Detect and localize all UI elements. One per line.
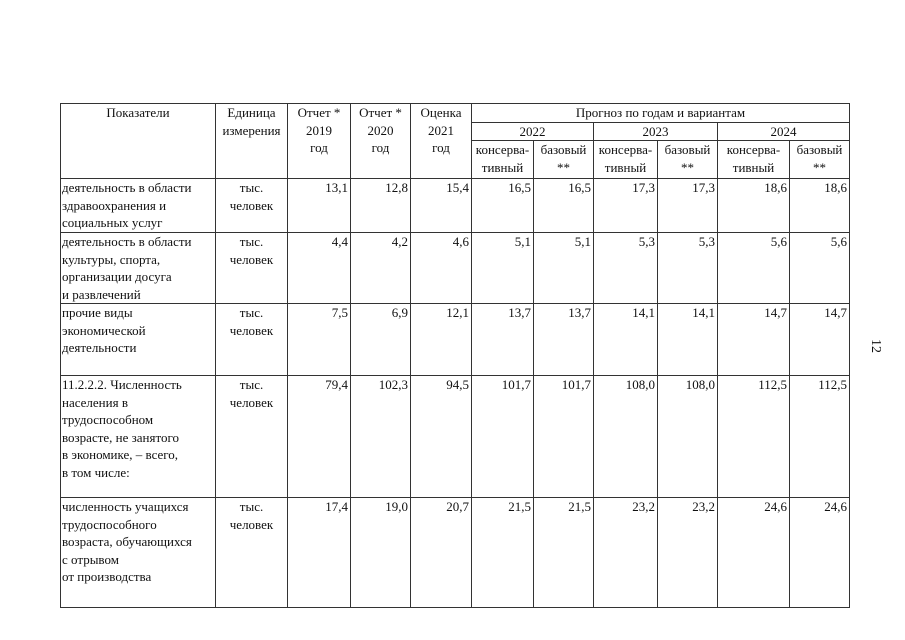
- header-unit-line1: Единица: [227, 105, 276, 120]
- header-2019-type: Отчет *: [297, 105, 341, 120]
- value-cell: 14,7: [790, 304, 850, 376]
- header-2022-base: базовый **: [534, 141, 594, 179]
- header-2020-year: 2020: [367, 122, 394, 138]
- header-unit: [216, 104, 288, 179]
- row-label: [61, 376, 216, 498]
- value-cell: 101,7: [472, 376, 534, 498]
- row-label-line: возрасте, не занятого: [62, 429, 180, 445]
- row-label-line: прочие виды: [62, 305, 133, 320]
- value-cell: 5,6: [790, 233, 850, 304]
- row-unit: [216, 233, 288, 304]
- row-label-line: с отрывом: [62, 551, 119, 567]
- value-cell: 5,1: [534, 233, 594, 304]
- table-row: [61, 304, 850, 376]
- row-label-line: и развлечений: [62, 286, 141, 302]
- value-cell: 5,3: [594, 233, 658, 304]
- value-cell: 5,3: [658, 233, 718, 304]
- row-label-line: культуры, спорта,: [62, 251, 161, 267]
- row-label-line: деятельность в области: [62, 234, 192, 249]
- value-cell: 108,0: [658, 376, 718, 498]
- value-cell: 94,5: [411, 376, 472, 498]
- value-cell: 13,7: [472, 304, 534, 376]
- header-year-2023: 2023: [594, 122, 718, 141]
- value-cell: 4,2: [351, 233, 411, 304]
- header-2022-conservative: консерва- тивный: [472, 141, 534, 179]
- value-cell: 4,4: [288, 233, 351, 304]
- row-label-line: деятельности: [62, 340, 137, 355]
- header-2021-god: год: [432, 140, 450, 155]
- header-2023-base: базовый **: [658, 141, 718, 179]
- row-unit: [216, 304, 288, 376]
- row-unit-line: тыс.: [239, 234, 264, 249]
- value-cell: 102,3: [351, 376, 411, 498]
- header-2020: [351, 104, 411, 179]
- value-cell: 21,5: [534, 498, 594, 608]
- row-unit: [216, 376, 288, 498]
- row-unit-line: человек: [229, 516, 274, 532]
- table-row: [61, 233, 850, 304]
- header-2023-conservative: консерва- тивный: [594, 141, 658, 179]
- value-cell: 15,4: [411, 179, 472, 233]
- value-cell: 17,3: [594, 179, 658, 233]
- row-unit-line: тыс.: [239, 305, 264, 320]
- row-unit-line: человек: [229, 394, 274, 410]
- row-label: [61, 179, 216, 233]
- value-cell: 18,6: [790, 179, 850, 233]
- header-2020-type: Отчет *: [359, 105, 402, 120]
- value-cell: 24,6: [790, 498, 850, 608]
- row-label-line: экономической: [62, 322, 146, 338]
- header-2019: [288, 104, 351, 179]
- value-cell: 21,5: [472, 498, 534, 608]
- row-label-line: здравоохранения и: [62, 197, 167, 213]
- value-cell: 112,5: [718, 376, 790, 498]
- value-cell: 13,7: [534, 304, 594, 376]
- row-unit: [216, 179, 288, 233]
- row-label-line: трудоспособного: [62, 516, 157, 532]
- row-unit: [216, 498, 288, 608]
- row-label-line: в экономике, – всего,: [62, 447, 179, 462]
- value-cell: 13,1: [288, 179, 351, 233]
- header-2024-conservative: консерва- тивный: [718, 141, 790, 179]
- row-unit-line: тыс.: [239, 377, 264, 392]
- value-cell: 14,1: [594, 304, 658, 376]
- value-cell: 16,5: [472, 179, 534, 233]
- row-unit-line: человек: [229, 322, 274, 338]
- table-row: [61, 179, 850, 233]
- data-table: [60, 103, 850, 608]
- table-row: [61, 498, 850, 608]
- header-forecast: Прогноз по годам и вариантам: [472, 104, 850, 123]
- value-cell: 79,4: [288, 376, 351, 498]
- value-cell: 23,2: [594, 498, 658, 608]
- header-2020-god: год: [371, 140, 390, 155]
- value-cell: 101,7: [534, 376, 594, 498]
- header-2024-base: базовый **: [790, 141, 850, 179]
- row-label-line: трудоспособном: [62, 412, 154, 427]
- header-2021-type: Оценка: [420, 105, 462, 120]
- header-2019-year: 2019: [306, 122, 332, 138]
- row-label-line: в том числе:: [62, 464, 130, 480]
- row-unit-line: тыс.: [239, 180, 264, 195]
- row-label-line: деятельность в области: [62, 180, 192, 195]
- value-cell: 7,5: [288, 304, 351, 376]
- row-label-line: социальных услуг: [62, 215, 163, 230]
- row-label-line: населения в: [62, 394, 128, 410]
- value-cell: 19,0: [351, 498, 411, 608]
- header-2021-year: 2021: [428, 122, 454, 138]
- page-number: 12: [868, 339, 883, 353]
- value-cell: 5,6: [718, 233, 790, 304]
- value-cell: 5,1: [472, 233, 534, 304]
- value-cell: 4,6: [411, 233, 472, 304]
- header-unit-line2: измерения: [222, 122, 281, 138]
- row-label: [61, 233, 216, 304]
- header-2021: [411, 104, 472, 179]
- value-cell: 6,9: [351, 304, 411, 376]
- value-cell: 24,6: [718, 498, 790, 608]
- table-row: [61, 376, 850, 498]
- header-indicators: Показатели: [61, 104, 216, 179]
- row-label-line: возраста, обучающихся: [62, 534, 192, 549]
- header-2019-god: год: [310, 140, 328, 155]
- value-cell: 18,6: [718, 179, 790, 233]
- value-cell: 112,5: [790, 376, 850, 498]
- row-label-line: численность учащихся: [62, 499, 189, 514]
- row-unit-line: человек: [229, 197, 274, 213]
- header-year-2024: 2024: [718, 122, 850, 141]
- value-cell: 16,5: [534, 179, 594, 233]
- row-label: [61, 498, 216, 608]
- row-label: [61, 304, 216, 376]
- value-cell: 20,7: [411, 498, 472, 608]
- value-cell: 14,1: [658, 304, 718, 376]
- value-cell: 17,3: [658, 179, 718, 233]
- row-unit-line: человек: [229, 251, 274, 267]
- value-cell: 23,2: [658, 498, 718, 608]
- header-year-2022: 2022: [472, 122, 594, 141]
- value-cell: 14,7: [718, 304, 790, 376]
- value-cell: 12,8: [351, 179, 411, 233]
- value-cell: 108,0: [594, 376, 658, 498]
- row-label-line: 11.2.2.2. Численность: [62, 377, 182, 392]
- value-cell: 12,1: [411, 304, 472, 376]
- value-cell: 17,4: [288, 498, 351, 608]
- row-unit-line: тыс.: [239, 499, 264, 514]
- row-label-line: организации досуга: [62, 269, 172, 284]
- row-label-line: от производства: [62, 569, 152, 584]
